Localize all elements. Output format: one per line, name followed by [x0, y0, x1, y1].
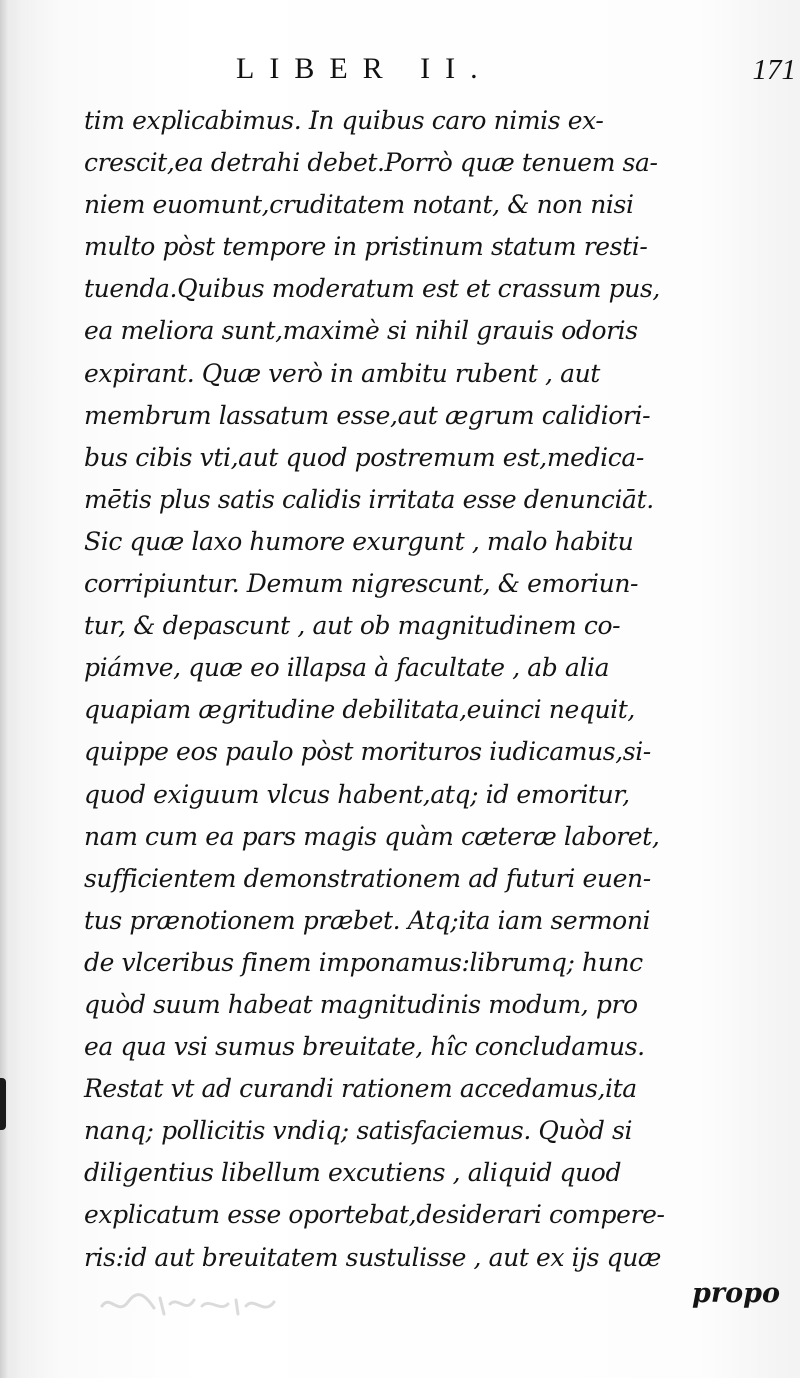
text-line: quod exiguum vlcus habent,atq; id emoritur,: [84, 779, 630, 809]
body-text: [84, 100, 800, 1279]
text-line: crescit,ea detrahi debet.Porrò quæ tenuem sa-: [84, 148, 658, 178]
text-line: quòd suum habeat magnitudinis modum, pro: [84, 989, 638, 1019]
page-number: 171: [752, 54, 796, 86]
text-line: quapiam ægritudine debilitata,euinci nequit,: [84, 695, 635, 725]
text-line: membrum lassatum esse,aut ægrum calidiori-: [84, 400, 651, 430]
text-line: expirant. Quæ verò in ambitu rubent , aut: [84, 358, 600, 388]
running-head: LIBER II.: [236, 52, 493, 85]
page-gutter-shadow: [0, 0, 14, 1378]
text-line: tur, & depascunt , aut ob magnitudinem co-: [84, 611, 621, 641]
text-line: ris:id aut breuitatem sustulisse , aut ex ijs quæ: [84, 1242, 661, 1272]
text-line: tuenda.Quibus moderatum est et crassum pus,: [84, 274, 660, 304]
text-line: multo pòst tempore in pristinum statum resti-: [84, 232, 648, 262]
text-line: explicatum esse oportebat,desiderari compere-: [84, 1200, 665, 1230]
text-line: quippe eos paulo pòst morituros iudicamus,si-: [84, 737, 651, 767]
text-line: ea qua vsi sumus breuitate, hîc concludamus.: [84, 1032, 645, 1062]
text-line: mētis plus satis calidis irritata esse denunciāt.: [84, 484, 654, 514]
text-line: nanq; pollicitis vndiq; satisfaciemus. Quòd si: [84, 1116, 633, 1146]
text-line: tus prænotionem præbet. Atq;ita iam sermoni: [84, 905, 651, 935]
catchword: propo: [691, 1278, 780, 1309]
text-line: ea meliora sunt,maximè si nihil grauis odoris: [84, 316, 638, 346]
text-line: piámve, quæ eo illapsa à facultate , ab alia: [84, 653, 610, 683]
page-edge-mark: [0, 1078, 6, 1130]
text-line: de vlceribus finem imponamus:librumq; hunc: [84, 947, 643, 977]
page-header: [0, 44, 800, 94]
text-line: corripiuntur. Demum nigrescunt, & emoriun-: [84, 569, 639, 599]
text-line: niem euomunt,cruditatem notant, & non nisi: [84, 190, 634, 220]
text-line: tim explicabimus. In quibus caro nimis ex-: [84, 106, 604, 135]
text-line: diligentius libellum excutiens , aliquid quod: [84, 1158, 622, 1188]
text-line: Sic quæ laxo humore exurgunt , malo habitu: [84, 526, 634, 556]
text-line: nam cum ea pars magis quàm cæteræ laboret,: [84, 821, 660, 851]
text-line: sufficientem demonstrationem ad futuri euen-: [84, 863, 651, 893]
text-line: Restat vt ad curandi rationem accedamus,ita: [84, 1074, 637, 1104]
bleed-through-ink: [98, 1286, 298, 1320]
text-line: bus cibis vti,aut quod postremum est,medica-: [84, 442, 644, 472]
